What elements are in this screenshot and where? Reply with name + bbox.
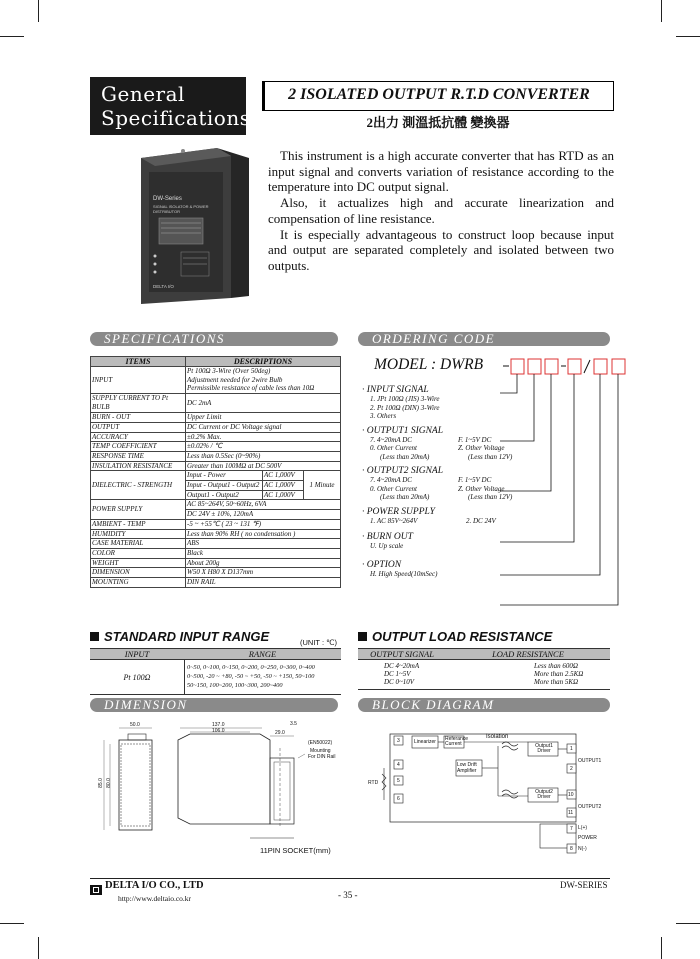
ordering-option: 2. Pt 100Ω (DIN) 3-Wire [370, 403, 440, 412]
ordering-group-title-text: POWER SUPPLY [366, 506, 435, 517]
spec-accuracy-label: ACCURACY [91, 432, 186, 442]
load-signal: DC 4~20mA [384, 662, 420, 670]
dim-depth-body: 106.0 [212, 728, 225, 734]
block-pin: 5 [397, 778, 400, 784]
spec-input-label: INPUT [91, 367, 186, 394]
dim-rail-label: Mounting [310, 748, 331, 754]
input-range-heading [90, 629, 269, 644]
ordering-group-title: · POWER SUPPLY [362, 506, 435, 517]
dim-height-total: 85.0 [97, 778, 104, 788]
ordering-option: 0. Other Current [370, 444, 417, 452]
input-range-input: Pt 100Ω [123, 672, 151, 682]
spec-color-desc: Black [186, 548, 341, 558]
footer-page-number: - 35 - [338, 890, 358, 900]
ordering-option: 3. Others [370, 412, 397, 420]
spec-temp-label: TEMP COEFFICIENT [91, 442, 186, 452]
ordering-option: 7. 4~20mA DC [370, 435, 412, 444]
block-output2: OUTPUT2 [578, 804, 602, 810]
spec-dielectric-pair: Output1 - Output2 [186, 490, 263, 500]
ordering-group-input [362, 385, 542, 421]
spec-dielectric-time: 1 Minute [304, 471, 341, 500]
ordering-option: (Less than 20mA) [380, 452, 430, 461]
dim-width: 50.0 [130, 722, 140, 728]
spec-input-desc-line: Adjustment needed for 2wire Bulb [187, 375, 283, 384]
block-output2-driver: Output2 Driver [535, 789, 553, 800]
ordering-group-title-text: OPTION [366, 559, 402, 570]
block-power: POWER [578, 835, 597, 841]
intro-text [268, 148, 614, 274]
footer-series: DW-SERIES [560, 880, 608, 890]
ordering-group-title: · OUTPUT2 SIGNAL [362, 466, 444, 476]
block-output1: OUTPUT1 [578, 758, 602, 764]
ordering-option: (Less than 12V) [468, 452, 513, 461]
load-col-signal: OUTPUT SIGNAL [370, 649, 434, 659]
ordering-group-burnout [362, 532, 542, 551]
ordering-group-title-text: OUTPUT2 SIGNAL [366, 466, 444, 476]
ordering-group-output2 [362, 466, 542, 502]
input-range-heading-text: STANDARD INPUT RANGE [104, 629, 270, 644]
spec-weight-label: WEIGHT [91, 558, 186, 568]
block-pin: 11 [568, 810, 574, 816]
block-pin: 1 [570, 746, 573, 752]
model-code [374, 356, 483, 374]
ordering-group-title: · BURN OUT [362, 532, 413, 542]
ordering-option: 0. Other Current [370, 484, 417, 493]
spec-dielectric-label: DIELECTRIC - STRENGTH [91, 471, 186, 500]
block-n-minus: N(-) [578, 846, 587, 852]
footer-rule [90, 878, 610, 879]
block-output1-driver: Output1 Driver [535, 743, 553, 754]
spec-col-descriptions: DESCRIPTIONS [186, 357, 341, 367]
spec-output-label: OUTPUT [91, 422, 186, 432]
dim-rail-label: For DIN Rail [308, 754, 336, 760]
spec-case-label: CASE MATERIAL [91, 539, 186, 549]
intro-paragraph-3: It is especially advantageous to construct loop because input and output are separated completely and isolated between two outputs. [268, 226, 614, 273]
input-range-line: 50~150, 100~200, 100~300, 200~400 [187, 682, 283, 689]
spec-weight-desc: About 200g [186, 558, 341, 568]
spec-power-label: POWER SUPPLY [91, 500, 186, 519]
ordering-option: 7. 4~20mA DC [370, 476, 412, 484]
load-resistance-table [358, 648, 610, 690]
spec-case-desc: ABS [186, 539, 341, 549]
spec-supply-desc: DC 2mA [186, 394, 341, 413]
spec-insulation-label: INSULATION RESISTANCE [91, 461, 186, 471]
dimension-drawing [90, 718, 342, 863]
block-diagram [358, 718, 610, 863]
spec-mounting-desc: DIN RAIL [186, 578, 341, 588]
ordering-group-option [362, 560, 542, 579]
block-pin: 7 [570, 826, 573, 832]
input-range-unit: (UNIT : ℃) [300, 638, 338, 647]
spec-col-items: ITEMS [91, 357, 186, 367]
input-range-table [90, 648, 341, 695]
block-low-drift: Low Drift Amplifier [457, 762, 477, 774]
ordering-option: 2. DC 24V [466, 516, 496, 525]
input-range-line: 0~500, -20 ~ +80, -50 ~ +50, -50 ~ +150, 50~100 [187, 673, 315, 680]
ordering-option: 1. JPt 100Ω (JIS) 3-Wire [370, 395, 440, 403]
ordering-option: Z. Other Voltage [458, 484, 505, 493]
spec-dimension-label: DIMENSION [91, 568, 186, 578]
spec-burn-label: BURN - OUT [91, 413, 186, 423]
spec-dimension-desc: W50 X H80 X D137mm [186, 568, 341, 578]
section-title-box [90, 77, 251, 135]
spec-dielectric-volt: AC 1,000V [263, 471, 304, 481]
ordering-group-title-text: OUTPUT1 SIGNAL [366, 425, 444, 436]
ordering-option: Z. Other Voltage [458, 444, 505, 452]
block-rtd: RTD [368, 780, 379, 786]
product-title-bar [262, 81, 614, 111]
spec-input-desc [186, 367, 341, 394]
square-bullet-icon [358, 632, 367, 641]
product-photo [121, 148, 249, 304]
dim-socket-depth: 29.0 [275, 730, 285, 736]
spec-ambient-desc: -5 ~ +55℃ ( 23 ~ 131 ℉) [186, 519, 341, 529]
ordering-option: 1. AC 85V~264V [370, 516, 418, 525]
block-isolation: Isolation [486, 734, 509, 740]
ordering-option: F. 1~5V DC [458, 476, 492, 484]
load-resistance-heading [358, 629, 552, 644]
model-label: MODEL : DWRB [374, 356, 484, 373]
spec-supply-label: SUPPLY CURRENT TO Pt BULB [91, 394, 186, 413]
load-value: More than 5KΩ [534, 678, 579, 686]
section-title-line1: General [101, 82, 185, 106]
spec-humidity-desc: Less than 90% RH ( no condensation ) [186, 529, 341, 539]
spec-color-label: COLOR [91, 548, 186, 558]
spec-temp-desc: ±0.02% / ℃ [186, 442, 341, 452]
dim-depth-total: 137.0 [212, 722, 225, 728]
dim-height-body: 80.0 [105, 778, 112, 788]
spec-ambient-label: AMBIENT - TEMP [91, 519, 186, 529]
block-pin: 6 [397, 796, 400, 802]
block-pin: 8 [570, 846, 573, 852]
spec-dielectric-volt: AC 1,000V [263, 481, 304, 491]
product-title: 2 ISOLATED OUTPUT R.T.D CONVERTER [288, 86, 590, 103]
specifications-heading: SPECIFICATIONS [90, 332, 338, 346]
ordering-group-power [362, 507, 542, 526]
spec-response-desc: Less than 0.5Sec (0~90%) [186, 451, 341, 461]
dimension-heading: DIMENSION [90, 698, 338, 712]
spec-output-desc: DC Current or DC Voltage signal [186, 422, 341, 432]
block-l-plus: L(+) [578, 825, 588, 831]
product-subtitle: 2出力 測溫抵抗體 變換器 [366, 115, 510, 130]
spec-humidity-label: HUMIDITY [91, 529, 186, 539]
spec-input-desc-line: Permissible resistance of cable less than 10Ω [187, 384, 315, 393]
photo-panel-text: SIGNAL ISOLATOR & POWER DISTRIBUTOR [153, 204, 209, 214]
spec-dielectric-pair: Input - Power [186, 471, 263, 481]
load-value: More than 2.5KΩ [534, 670, 584, 678]
dim-rail-label: (EN50022) [308, 740, 333, 746]
ordering-option: U. Up scale [370, 542, 404, 550]
spec-power-desc: AC 85~264V, 50~60Hz, 6VA [186, 500, 341, 510]
block-linearizer: Linearizer [414, 739, 436, 745]
load-signal: DC 0~10V [384, 678, 415, 686]
block-pin: 4 [397, 762, 400, 768]
ordering-groups [362, 385, 542, 578]
load-resistance-heading-text: OUTPUT LOAD RESISTANCE [372, 629, 553, 644]
ordering-group-title: · OUTPUT1 SIGNAL [362, 425, 444, 436]
load-signal: DC 1~5V [384, 670, 411, 678]
photo-maker-label: DELTA I/O [153, 284, 174, 289]
ordering-group-title-text: BURN OUT [366, 532, 413, 542]
load-col-resistance: LOAD RESISTANCE [492, 649, 564, 659]
spec-dielectric-pair: Input - Output1 - Output2 [186, 481, 263, 491]
ordering-option: H. High Speed(10mSec) [370, 569, 438, 578]
block-pin: 3 [397, 738, 400, 744]
company-logo-icon [90, 882, 102, 892]
ordering-group-title-text: INPUT SIGNAL [366, 385, 429, 395]
square-bullet-icon [90, 632, 99, 641]
spec-accuracy-desc: ±0.2% Max. [186, 432, 341, 442]
ordering-group-title: · INPUT SIGNAL [362, 385, 429, 395]
dim-rail-offset: 3.5 [290, 721, 297, 727]
ordering-option: F. 1~5V DC [458, 435, 492, 444]
intro-paragraph-1: This instrument is a high accurate converter that has RTD as an input signal and converts variation of resistance according to the temperature into DC output signal. [268, 148, 614, 195]
ordering-code-heading: ORDERING CODE [358, 332, 610, 346]
spec-power-desc: DC 24V ± 10%, 120mA [186, 510, 341, 520]
spec-burn-desc: Upper Limit [186, 413, 341, 423]
spec-response-label: RESPONSE TIME [91, 451, 186, 461]
block-pin: 10 [568, 792, 574, 798]
block-reference-current: Referance Current [445, 736, 469, 747]
intro-paragraph-2: Also, it actualizes high and accurate linearization and compensation of line resistance. [268, 195, 614, 226]
input-range-col-range: RANGE [248, 649, 277, 659]
dim-socket-caption: 11PIN SOCKET(mm) [260, 846, 331, 855]
spec-dielectric-volt: AC 1,000V [263, 490, 304, 500]
footer-url: http://www.deltaio.co.kr [118, 894, 192, 903]
block-diagram-heading: BLOCK DIAGRAM [358, 698, 610, 712]
ordering-group-title: · OPTION [362, 559, 402, 570]
ordering-option: (Less than 20mA) [380, 493, 430, 501]
spec-input-desc-line: Pt 100Ω 3-Wire (Over 50deg) [187, 367, 271, 375]
specifications-table [90, 356, 341, 588]
spec-mounting-label: MOUNTING [91, 578, 186, 588]
ordering-group-output1 [362, 426, 542, 462]
input-range-col-input: INPUT [124, 649, 150, 659]
ordering-option: (Less than 12V) [468, 493, 513, 501]
footer-company: DELTA I/O CO., LTD [105, 880, 204, 891]
block-pin: 2 [570, 766, 573, 772]
spec-insulation-desc: Greater than 100MΩ at DC 500V [186, 461, 341, 471]
input-range-line: 0~50, 0~100, 0~150, 0~200, 0~250, 0~300, 0~400 [187, 664, 315, 671]
photo-brand-label: DW-Series [153, 196, 182, 202]
section-title-line2: Specifications [101, 106, 251, 130]
load-value: Less than 600Ω [534, 662, 578, 670]
